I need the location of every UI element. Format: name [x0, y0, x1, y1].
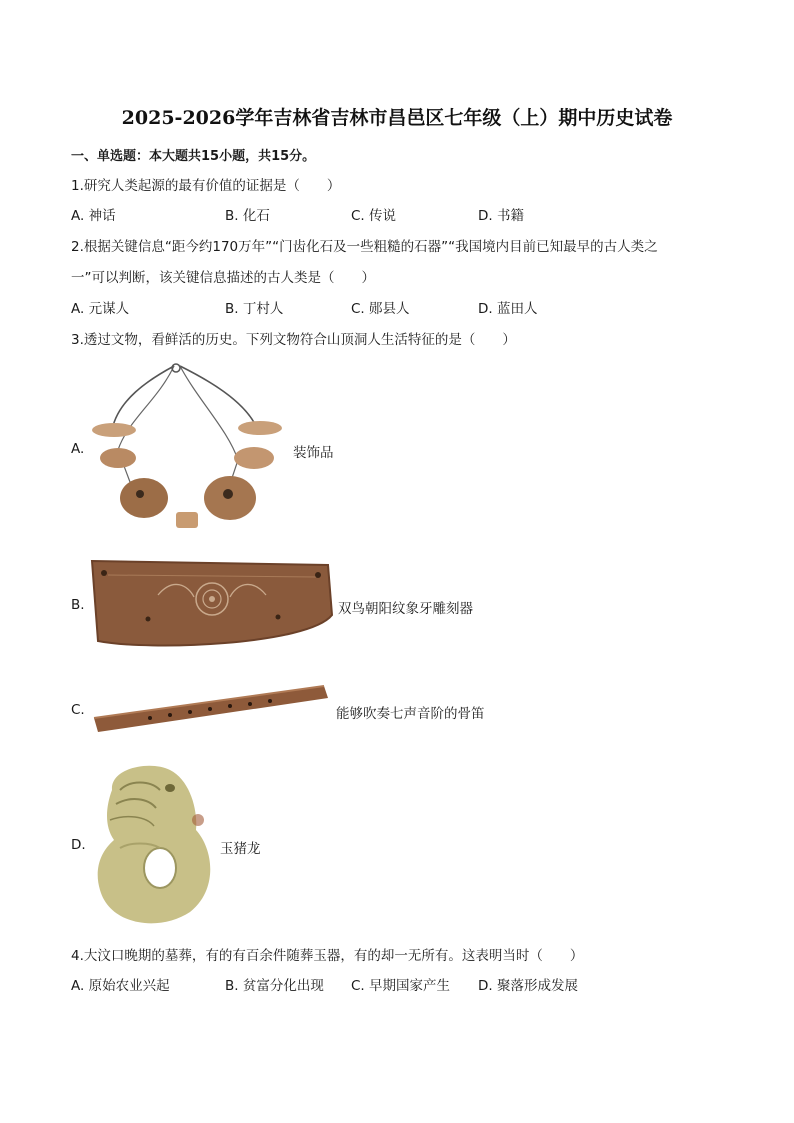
question-3-option-a-caption: 装饰品: [293, 445, 334, 461]
question-2-option-a[interactable]: A. 元谋人: [71, 301, 130, 317]
necklace-image[interactable]: [88, 360, 288, 540]
question-2-stem-line1: 2.根据关键信息“距今约170万年”“门齿化石及一些粗糙的石器”“我国境内目前已知最早的古人类之: [71, 239, 658, 255]
question-3-option-b-caption: 双鸟朝阳纹象牙雕刻器: [338, 601, 473, 617]
question-1-option-b[interactable]: B. 化石: [225, 208, 270, 224]
section-heading: 一、单选题：本大题共15小题，共15分。: [71, 149, 316, 164]
exam-title: 2025-2026学年吉林省吉林市昌邑区七年级（上）期中历史试卷: [121, 107, 673, 129]
question-2-option-c[interactable]: C. 郧县人: [351, 301, 410, 317]
question-4-option-b[interactable]: B. 贫富分化出现: [225, 978, 324, 994]
ivory-carving-image[interactable]: [88, 555, 336, 655]
jade-pig-dragon-image[interactable]: [90, 760, 218, 930]
question-1-stem: 1.研究人类起源的最有价值的证据是（ ）: [71, 178, 341, 194]
question-4-option-a[interactable]: A. 原始农业兴起: [71, 978, 170, 994]
question-3-stem: 3.透过文物，看鲜活的历史。下列文物符合山顶洞人生活特征的是（ ）: [71, 332, 516, 348]
question-1-option-a[interactable]: A. 神话: [71, 208, 116, 224]
question-2-stem-line2: 一”可以判断，该关键信息描述的古人类是（ ）: [71, 270, 375, 286]
question-1-option-d[interactable]: D. 书籍: [478, 208, 524, 224]
question-3-option-b-letter[interactable]: B.: [71, 597, 85, 613]
question-1-option-c[interactable]: C. 传说: [351, 208, 397, 224]
question-3-option-d-caption: 玉猪龙: [220, 841, 261, 857]
question-3-option-c-letter[interactable]: C.: [71, 702, 85, 718]
bone-flute-image[interactable]: [90, 678, 332, 740]
question-3-option-d-letter[interactable]: D.: [71, 837, 86, 853]
question-3-option-a-letter[interactable]: A.: [71, 441, 85, 457]
question-3-option-c-caption: 能够吹奏七声音阶的骨笛: [336, 706, 485, 722]
question-4-stem: 4.大汶口晚期的墓葬，有的有百余件随葬玉器，有的却一无所有。这表明当时（ ）: [71, 948, 584, 964]
question-2-option-d[interactable]: D. 蓝田人: [478, 301, 538, 317]
question-2-option-b[interactable]: B. 丁村人: [225, 301, 284, 317]
question-4-option-d[interactable]: D. 聚落形成发展: [478, 978, 578, 994]
question-4-option-c[interactable]: C. 早期国家产生: [351, 978, 451, 994]
